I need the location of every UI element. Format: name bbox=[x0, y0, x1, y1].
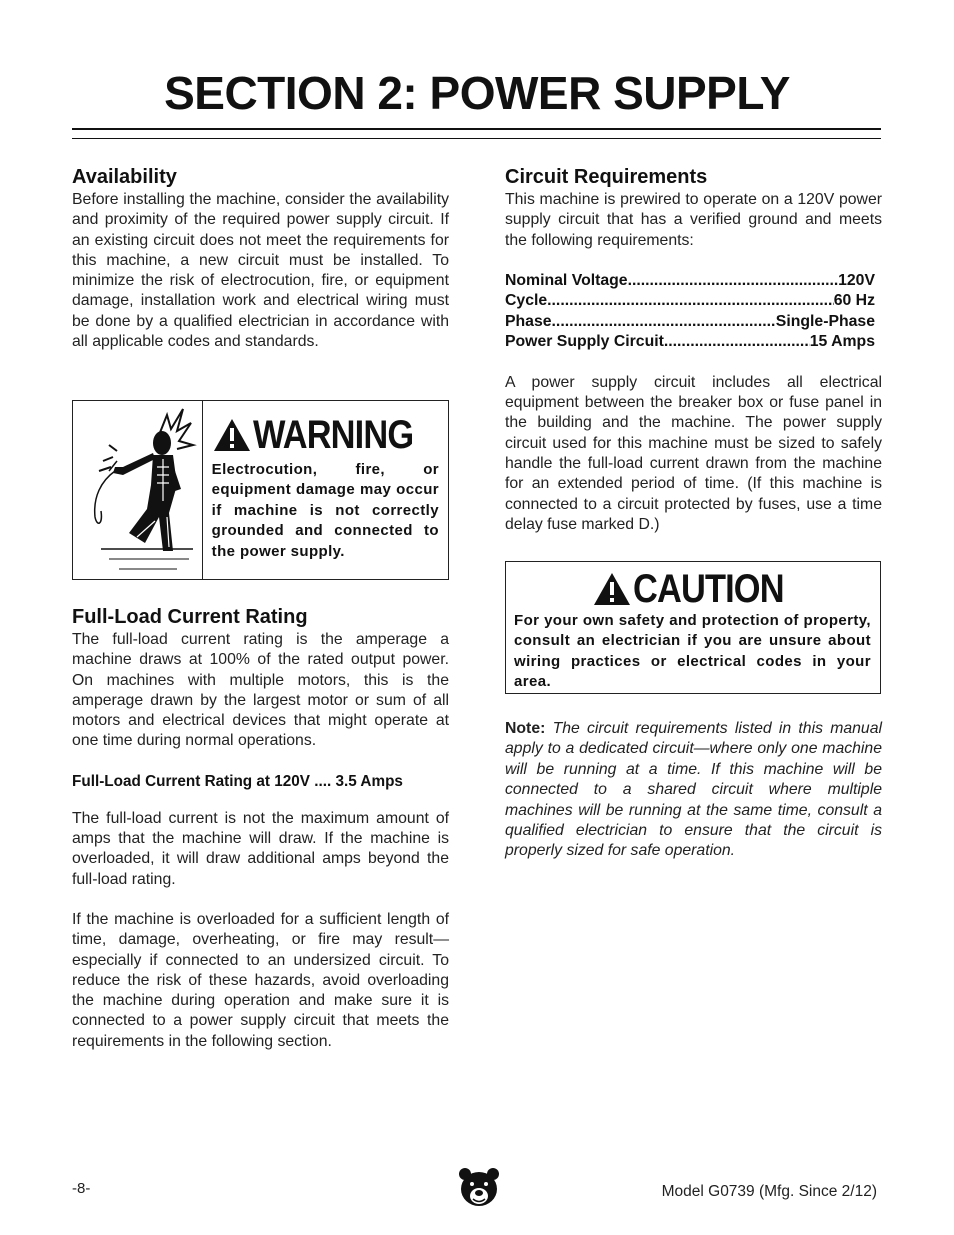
spec-value: 15 Amps bbox=[809, 333, 875, 351]
caution-word: CAUTION bbox=[633, 567, 784, 611]
availability-text: Before installing the machine, consider the availability and proximity of the required power supply circuit. If an existing circuit does not meet the requirements for this machine, a new circuit must be installed. To minimize the risk of electrocution, fire, or equipment damage, installation work and electrical wiring must be done by a qualified electrician in accordance with all applicable codes and standards. bbox=[72, 191, 449, 351]
spec-leader bbox=[628, 271, 839, 292]
model-label: Model G0739 (Mfg. Since 2/12) bbox=[661, 1183, 877, 1200]
spec-row bbox=[505, 332, 875, 353]
warning-header bbox=[212, 413, 439, 457]
caution-box bbox=[505, 561, 881, 694]
full-load-rating-label: Full-Load Current Rating at 120V bbox=[72, 772, 310, 790]
spec-leader bbox=[664, 332, 810, 353]
spec-value: Single-Phase bbox=[775, 312, 875, 330]
note-label: Note: bbox=[505, 720, 546, 737]
full-load-section bbox=[72, 604, 449, 1052]
note-text: The circuit requirements listed in this manual apply to a dedicated circuit—where only one machine will be running at a time. If this machine will be connected to a shared circuit where multiple machines will be running at the same time, consult a qualified electrician to ensure that the circuit is properly sized for safe operation. bbox=[505, 720, 882, 860]
full-load-rating bbox=[72, 772, 449, 792]
electrocution-icon bbox=[73, 401, 203, 579]
spec-row bbox=[505, 312, 875, 333]
warning-triangle-icon bbox=[592, 571, 632, 607]
availability-heading: Availability bbox=[72, 166, 177, 188]
note-paragraph bbox=[505, 719, 882, 862]
warning-word: WARNING bbox=[252, 413, 413, 457]
spec-leader bbox=[552, 312, 776, 333]
full-load-heading: Full-Load Current Rating bbox=[72, 606, 308, 628]
full-load-text-2: The full-load current is not the maximum amount of amps that the machine will draw. If the machine is overloaded, it will draw additional amps beyond the full-load rating. bbox=[72, 809, 449, 888]
circuit-spec-list bbox=[505, 271, 875, 353]
note-section bbox=[505, 719, 882, 862]
spec-leader bbox=[547, 291, 834, 312]
spec-label: Power Supply Circuit bbox=[505, 333, 664, 351]
spec-label: Phase bbox=[505, 312, 552, 330]
warning-triangle-icon bbox=[212, 417, 252, 453]
full-load-text-1: The full-load current rating is the amperage a machine draws at 100% of the rated output power. On machines with multiple motors, this is the amperage drawn by the largest motor or sum of all motors and electrical devices that might operate at one time during normal operations. bbox=[72, 631, 449, 750]
circuit-heading: Circuit Requirements bbox=[505, 166, 708, 188]
caution-text: For your own safety and protection of property, consult an electrician if you are unsure about wiring practices or electrical codes in your area. bbox=[514, 612, 871, 691]
full-load-rating-value: 3.5 Amps bbox=[335, 772, 403, 790]
title-rule-thin bbox=[72, 138, 881, 139]
circuit-intro: This machine is prewired to operate on a 120V power supply circuit that has a verified ground and meets the following requirements: bbox=[505, 191, 882, 249]
warning-text: Electrocution, fire, or equipment damage may occur if machine is not correctly grounded and connected to the power supply. bbox=[211, 461, 439, 560]
spec-value: 120V bbox=[838, 271, 875, 289]
warning-box bbox=[72, 400, 449, 580]
circuit-text: A power supply circuit includes all electrical equipment between the breaker box or fuse panel in the building and the machine. The power supply circuit used for this machine must be sized to safely handle the full-load current drawn from the machine for an extended period of time. (If this machine is connected to a circuit protected by fuses, use a time delay fuse marked D.) bbox=[505, 373, 882, 533]
spec-row bbox=[505, 291, 875, 312]
spec-row bbox=[505, 271, 875, 292]
spec-label: Cycle bbox=[505, 292, 548, 310]
grizzly-bear-logo bbox=[457, 1166, 501, 1215]
page-title: SECTION 2: POWER SUPPLY bbox=[164, 67, 790, 119]
full-load-text-3: If the machine is overloaded for a sufficient length of time, damage, overheating, or fire may result—especially if connected to an undersized circuit. To reduce the risk of these hazards, avoid overloading the machine during operation and make sure it is connected to a power supply circuit that meets the requirements in the following section. bbox=[72, 910, 449, 1050]
title-rule-thick bbox=[72, 128, 881, 130]
right-column bbox=[505, 164, 882, 535]
spec-label: Nominal Voltage bbox=[505, 271, 628, 289]
page-number: -8- bbox=[72, 1180, 91, 1197]
spec-value: 60 Hz bbox=[833, 292, 875, 310]
full-load-rating-dots: .... bbox=[314, 772, 332, 790]
caution-header bbox=[514, 567, 871, 611]
left-column bbox=[72, 164, 449, 352]
warning-content bbox=[203, 401, 448, 579]
